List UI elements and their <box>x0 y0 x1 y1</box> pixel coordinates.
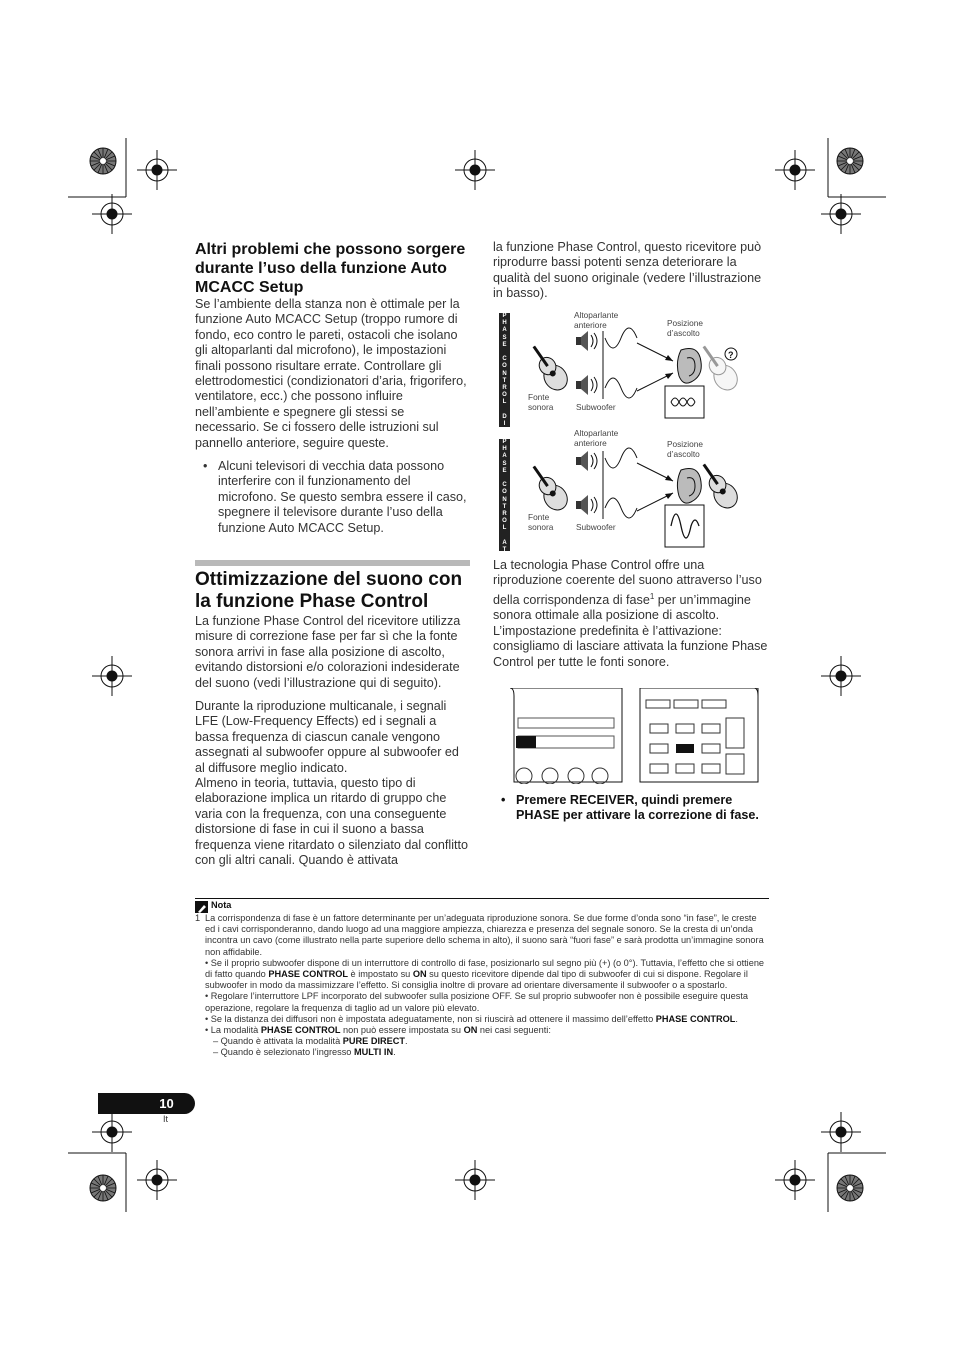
page-number: 10 <box>98 1093 195 1114</box>
note-pencil-icon <box>195 901 208 913</box>
registration-mark-icon <box>92 656 132 696</box>
label-listening-position: Posizione d’ascolto <box>667 318 703 338</box>
note-text: – Quando è selezionato l’ingresso <box>213 1047 354 1058</box>
note-keyword: PHASE CONTROL <box>655 1013 736 1024</box>
registration-mark-icon <box>455 1160 495 1200</box>
instruction-step <box>493 793 768 824</box>
registration-mark-icon <box>821 194 861 234</box>
note-number: 1 <box>195 913 201 923</box>
receiver-button <box>516 736 536 748</box>
note-bullet-lpf: • Regolare l’interruttore LPF incorporato del subwoofer sulla posizione OFF. Se sul proprio subwoofer non è possibile eseguire questa operazione, regolare la frequenza di taglio ad un valore più elevato. <box>205 991 749 1013</box>
paragraph-group-delay: Almeno in teoria, tuttavia, questo tipo di elaborazione implica un ritardo di gruppo che varia con la frequenza, con una conseguente distorsione di fase in cui il suono a bassa frequenza viene ritardato o silenziato dal conflitto con gli altri canali. Quando è attivata <box>195 776 469 868</box>
note-keyword: PHASE CONTROL <box>268 969 348 980</box>
phase-control-on-tab: P H A S E C O N T R O L A T <box>499 439 510 551</box>
label-sound-source: Fonte sonora <box>528 512 554 532</box>
note-text: . <box>405 1036 408 1047</box>
note-bullet-mode <box>195 1025 769 1036</box>
note-1-text: La corrispondenza di fase è un fattore determinante per un’adeguata riproduzione sonora. Se due forme d’onda sono “in fase”, le creste ed i cavi corrisponderanno, dando luogo ad una maggiore ampiezza, chiarezza e presenza del segnale sonoro. Se la cresta di un’onda incontra un cavo (come illustrato nella parte superiore dello schema in alto), il suono sarà “fuori fase” e sarà prodotta un’immagine sonora non affidabile. <box>205 913 764 957</box>
note-text: non può essere impostata su <box>340 1025 464 1036</box>
note-text: • Se il proprio subwoofer dispone di un interruttore di controllo di fase, posizionarlo sul segno più (+) (o 0°). Tuttavia, l’effetto che si ottiene di fatto quando <box>205 957 765 980</box>
paragraph-environment: Se l’ambiente della stanza non è ottimale per la funzione Auto MCACC Setup (troppo rumore di fondo, eco contro le pareti, ostacoli che isolano gli altoparlanti dal microfono), le impostazioni finali possono risultare errate. Controllare gli elettrodomestici (condizionatori d’aria, frigorifero, ventilatore, ecc.) che possono influire nell’ambiente e spegnere gli stessi se necessario. Se ci fossero delle istruzioni sul pannello anteriore, seguire queste. <box>195 297 467 450</box>
phase-technology-text: La tecnologia Phase Control offre una riproduzione coerente del suono attraverso l’uso della corrispondenza di fase <box>493 558 762 607</box>
note-text: • La modalità <box>205 1025 261 1036</box>
registration-mark-icon <box>137 1160 177 1200</box>
registration-mark-icon <box>455 150 495 190</box>
registration-mark-icon <box>821 1112 861 1152</box>
remote-control-illustration <box>496 688 762 784</box>
note-text: . <box>735 1013 738 1024</box>
ear-icon <box>677 349 701 384</box>
paragraph-lfe: Durante la riproduzione multicanale, i segnali LFE (Low-Frequency Effects) ed i segnali a bassa frequenza di ciascun canale vengono assegnati al subwoofer oppure al subwoofer ed al diffusore meglio indicato. <box>195 699 459 775</box>
subwoofer-icon <box>576 495 597 515</box>
note-1 <box>195 913 769 958</box>
note-text: è impostato su <box>347 969 413 980</box>
note-body <box>195 913 769 1059</box>
note-text: – Quando è attivata la modalità <box>213 1036 343 1047</box>
label-subwoofer: Subwoofer <box>576 402 616 412</box>
note-text: su questo ricevitore dipende dal tipo di subwoofer di cui si dispone. Regolare il subwoofer in modo da massimizzare l’effetto. Si consiglia inoltre di provare ad orientare diversamente il subwoofer o a spostarlo. <box>205 969 748 991</box>
note-title: Nota <box>211 900 232 910</box>
left-text-block <box>195 297 470 536</box>
registration-star-icon <box>837 148 863 174</box>
note-keyword: ON <box>412 969 427 980</box>
speaker-icon <box>576 331 597 351</box>
guitar-icon <box>695 458 742 512</box>
note-rule <box>195 898 769 899</box>
guitar-icon <box>525 460 572 514</box>
instruction-text: • Premere RECEIVER, quindi premere PHASE per attivare la correzione di fase. <box>493 793 768 824</box>
paragraph-phase-technology <box>493 558 768 670</box>
language-code: It <box>163 1114 169 1124</box>
note-keyword: MULTI IN <box>353 1047 394 1058</box>
label-front-speaker: Altoparlante anteriore <box>574 310 619 330</box>
label-sound-source: Fonte sonora <box>528 392 554 412</box>
label-front-speaker: Altoparlante anteriore <box>574 428 619 448</box>
phase-technology-text-cont: per un’immagine sonora ottimale alla posizione di ascolto. L’impostazione predefinita è l’attivazione: consigliamo di lasciare attivata la funzione Phase Control per tutte le fonti sonore. <box>493 593 768 669</box>
section-heading-problems: Altri problemi che possono sorgere durante l’uso della funzione Auto MCACC Setup <box>195 241 466 296</box>
footnote-ref: 1 <box>649 591 655 601</box>
phase-control-off-tab: P H A S E C O N T R O L D I <box>499 313 510 427</box>
phase-diagram-on <box>499 428 769 551</box>
label-subwoofer: Subwoofer <box>576 522 616 532</box>
note-keyword: PURE DIRECT <box>342 1036 406 1047</box>
paragraph-phase-intro: La funzione Phase Control del ricevitore utilizza misure di correzione fase per far sì che la fonte sonora arrivi in fase alla posizione di ascolto, evitando distorsioni e/o colorazioni indesiderate del suono (vedi l’illustrazione qui di seguito). <box>195 614 461 690</box>
note-bullet-distance <box>195 1014 769 1025</box>
bullet-tv-interference: • Alcuni televisori di vecchia data possono interferire con il funzionamento del microfono. Se questo sembra essere il caso, spegnere il televisore durante l’uso della funzione Auto MCACC Setup. <box>195 459 470 536</box>
registration-star-icon <box>90 1175 116 1201</box>
phase-text-block <box>195 614 470 869</box>
note-sub-pure-direct <box>195 1036 769 1047</box>
registration-mark-icon <box>92 194 132 234</box>
note-text: nei casi seguenti: <box>477 1025 551 1036</box>
registration-star-icon <box>837 1175 863 1201</box>
phase-on-drawing <box>511 433 769 551</box>
registration-mark-icon <box>92 1112 132 1152</box>
note-text: . <box>393 1047 396 1058</box>
phase-diagram-off <box>499 310 769 429</box>
ear-icon <box>677 469 701 504</box>
note-keyword: ON <box>463 1025 478 1036</box>
phase-button <box>676 744 694 753</box>
note-keyword: PHASE CONTROL <box>260 1025 341 1036</box>
paragraph-continued: la funzione Phase Control, questo ricevitore può riprodurre bassi potenti senza deteriorare la qualità del suono originale (vedere l’illustrazione in basso). <box>493 240 762 301</box>
speaker-icon <box>576 451 597 471</box>
registration-mark-icon <box>137 150 177 190</box>
section-rule <box>195 560 470 566</box>
note-bullet-subwoofer <box>195 958 769 992</box>
question-mark: ? <box>728 350 734 360</box>
label-listening-position: Posizione d’ascolto <box>667 439 703 459</box>
section-heading-phase-control: Ottimizzazione del suono con la funzione Phase Control <box>195 569 463 612</box>
note-sub-multi-in <box>195 1047 769 1058</box>
subwoofer-icon <box>576 375 597 395</box>
guitar-icon <box>525 340 572 394</box>
note-text: • Se la distanza dei diffusori non è impostata adeguatamente, non si riuscirà ad ottenere il massimo dell’effetto <box>205 1013 656 1024</box>
registration-star-icon <box>90 148 116 174</box>
registration-mark-icon <box>775 150 815 190</box>
registration-mark-icon <box>775 1160 815 1200</box>
registration-mark-icon <box>821 656 861 696</box>
